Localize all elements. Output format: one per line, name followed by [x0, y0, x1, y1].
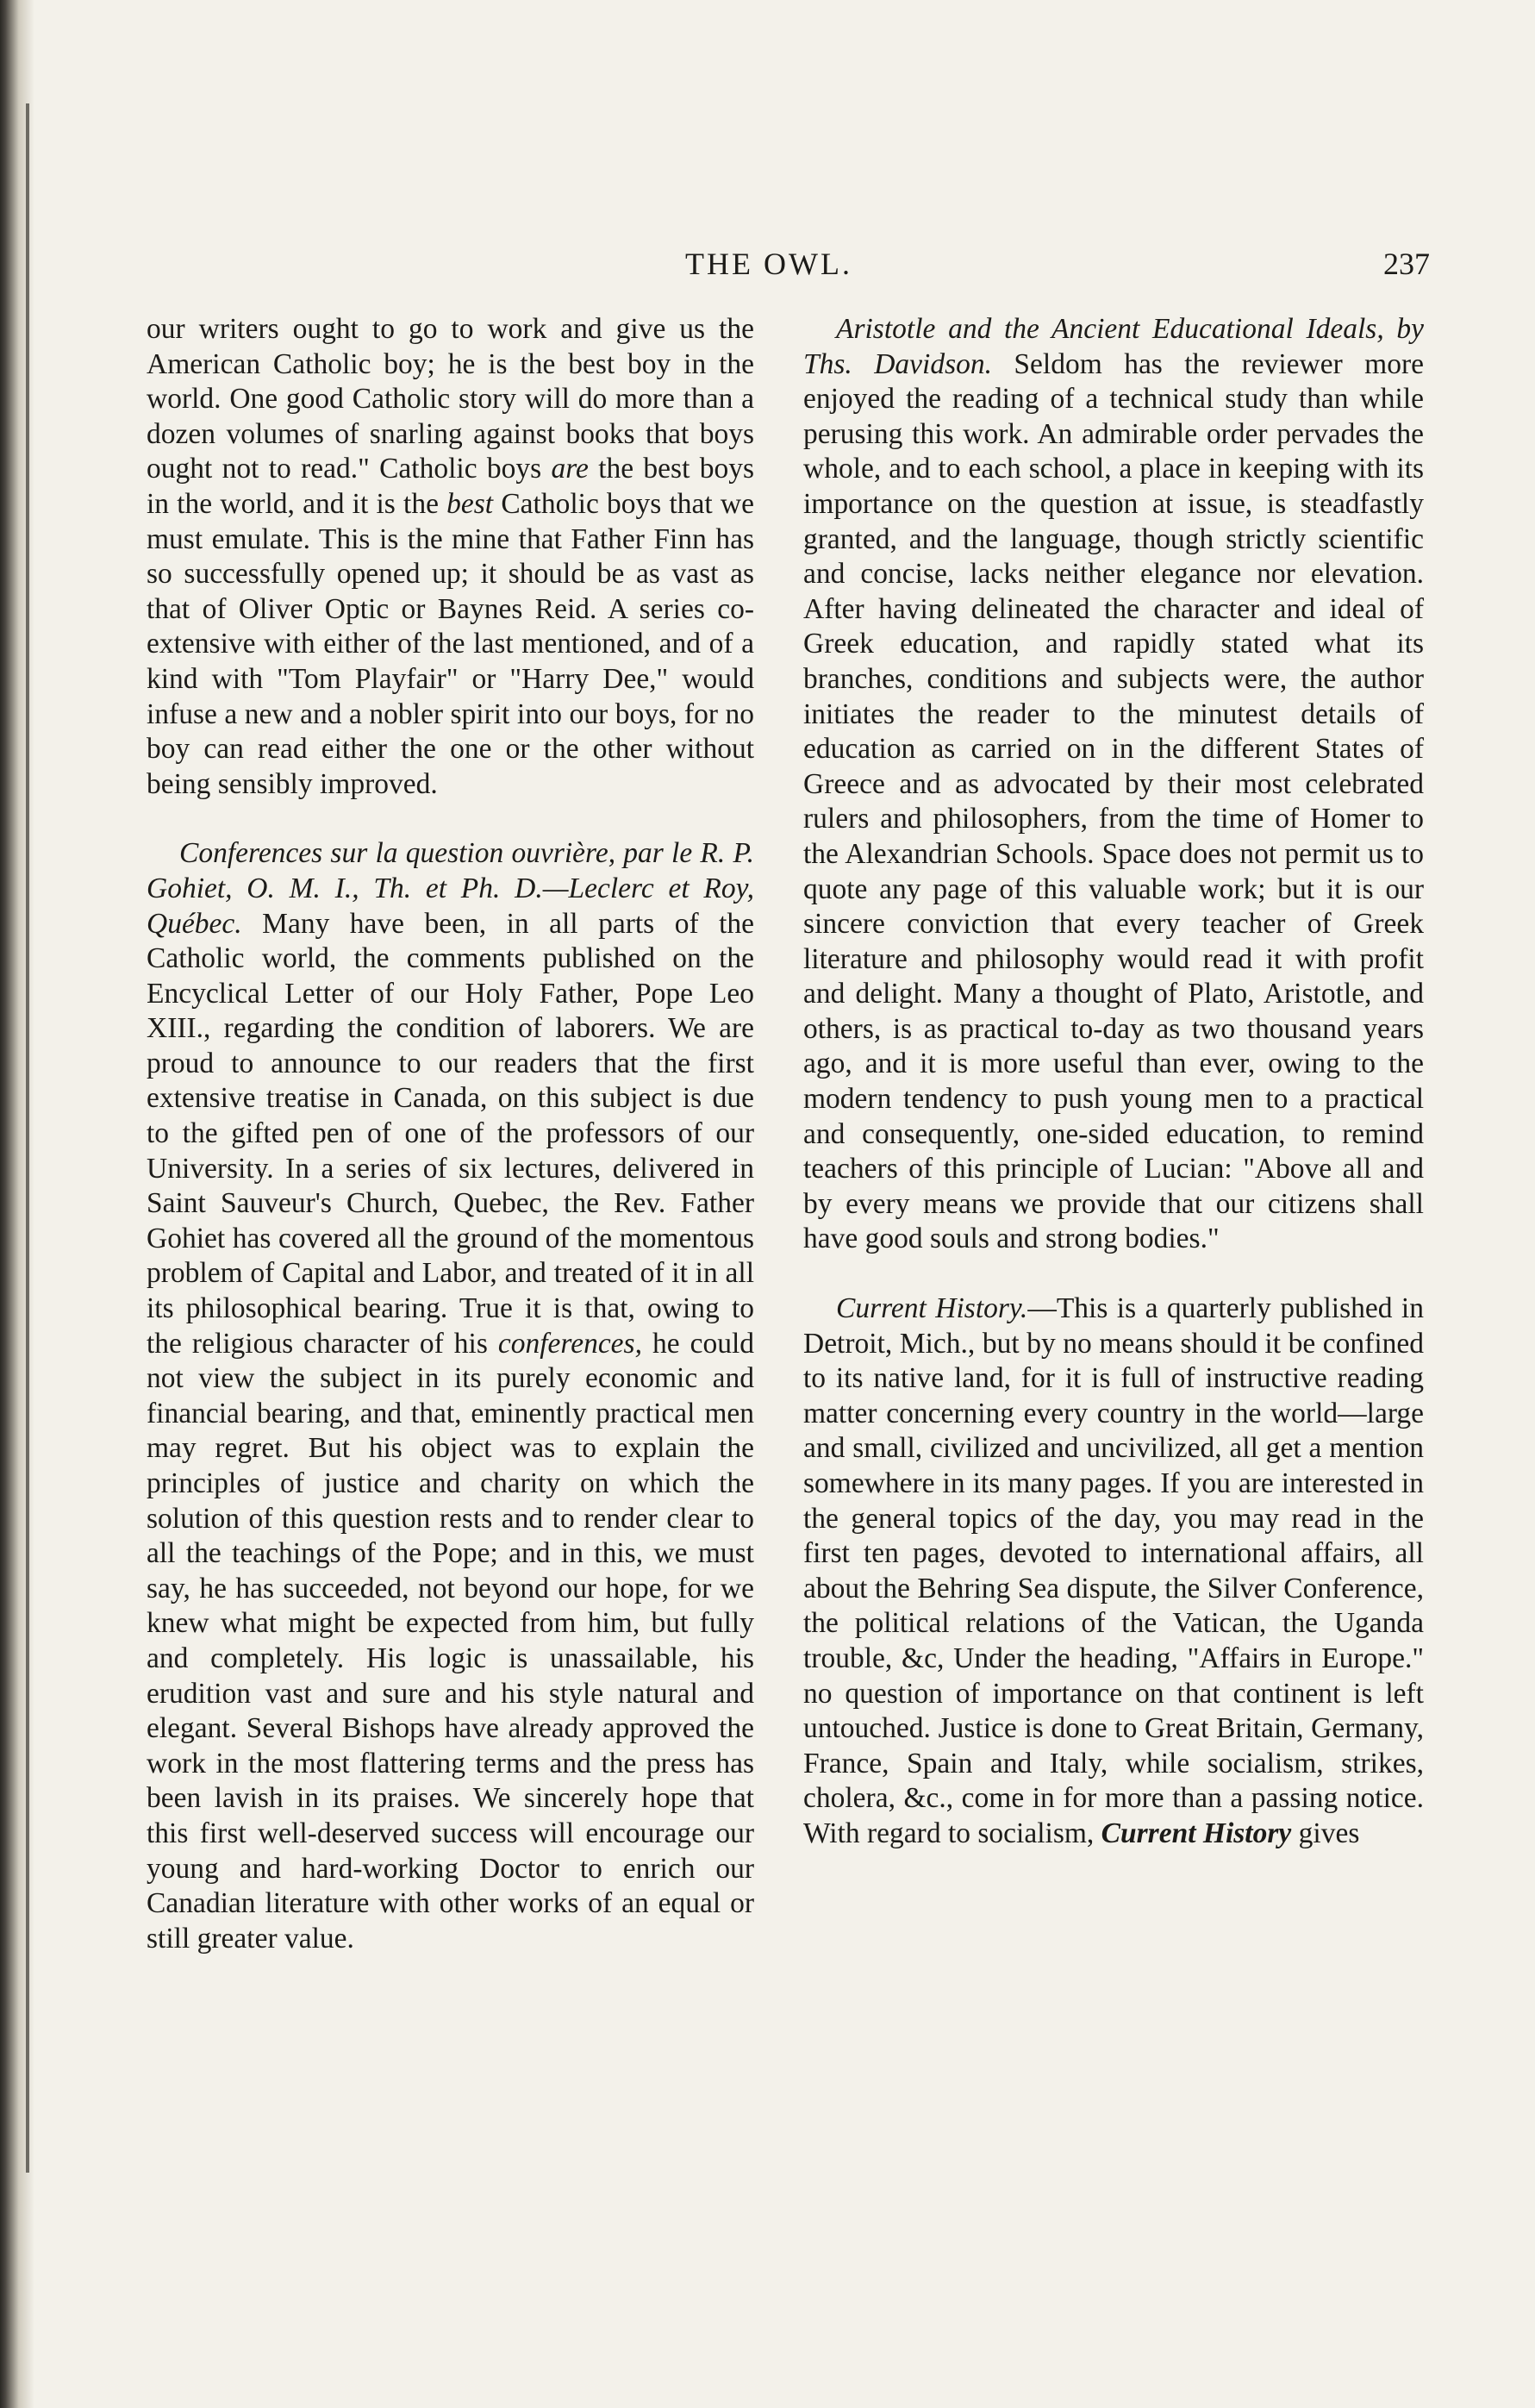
text-run: Many have been, in all parts of the Catholic world, the comments published on the Encyclical Letter of our Holy Father, Pope Leo XIII., regarding the condition of laborers. We are proud to announce to our readers that the first extensive treatise in Canada, on this subject is due to the gifted pen of one of the professors of our University. In a series of six lectures, delivered in Saint Sauveur's Church, Quebec, the Rev. Father Gohiet has covered all the ground of the momentous problem of Capital and Labor, and treated of it in all its philosophical bearing. True it is that, owing to the religious character of his — [147, 907, 754, 1360]
text-run: gives — [1291, 1817, 1360, 1849]
text-run: our writers ought to go to work and give us the American Catholic boy; he is the best boy in the world. One good Catholic story will do more than a dozen volumes of snarling against books that boys ought not to read." Catholic boys — [147, 313, 754, 485]
text-run: Seldom has the reviewer more enjoyed the reading of a technical study than while perusing this work. An admirable order pervades the whole, and to each school, a place in keeping with its importance on the question at issue, is steadfastly granted, and the language, though strictly scientific and concise, lacks neither elegance nor elevation. After having delineated the character and ideal of Greek education, and rapidly stated what its branches, conditions and subjects were, the author initiates the reader to the minutest details of education as carried on in the different States of Greece and as advocated by their most celebrated rulers and philosophers, from the time of Homer to the Alexandrian Schools. Space does not permit us to quote any page of this valuable work; but it is our sincere conviction that every teacher of Greek literature and philosophy would read it with profit and delight. Many a thought of Plato, Aristotle, and others, is as practical to-day as two thousand years ago, and it is more useful than ever, owing to the modern tendency to push young men to a practical and consequently, one-sided education, to remind teachers of this principle of Lucian: "Above all and by every means we provide that our citizens shall have good souls and strong bodies." — [803, 347, 1425, 1255]
right-column — [803, 312, 1424, 1852]
review-current-history — [803, 1292, 1424, 1852]
review-conferences — [147, 836, 754, 1956]
running-title: THE OWL. — [685, 247, 852, 281]
emphasis: are — [551, 453, 589, 485]
paragraph-catholic-boy — [147, 312, 754, 802]
text-run: the best boys in the world, and it is the — [147, 453, 754, 520]
review-title: Current History. — [836, 1292, 1028, 1325]
emphasis: conferences, — [497, 1327, 642, 1360]
text-run: he could not view the subject in its purely economic and financial bearing, and that, eminently practical men may regret. But his object was to explain the principles of justice and charity on which the solution of this question rests and to render clear to all the teachings of the Pope; and in this, we must say, he has succeeded, not beyond our hope, for we knew what might be expected from him, but fully and completely. His logic is unassailable, his erudition vast and sure and his style natural and elegant. Several Bishops have already approved the work in the most flattering terms and the press has been lavish in its praises. We sincerely hope that this first well-deserved success will encourage our young and hard-working Doctor to enrich our Canadian literature with other works of an equal or still greater value. — [147, 1327, 755, 1955]
emphasis: Current History — [1101, 1817, 1292, 1849]
review-title: Aristotle and the Ancient Educational Ideals, by Ths. Davidson. — [803, 313, 1424, 380]
text-run: —This is a quarterly published in Detroit, Mich., but by no means should it be confined to its native land, for it is full of instructive reading matter concerning every country in the world—large and small, civilized and uncivilized, all get a mention somewhere in its many pages. If you are interested in the general topics of the day, you may read in the first ten pages, devoted to international affairs, all about the Behring Sea dispute, the Silver Conference, the political relations of the Vatican, the Uganda trouble, &c, Under the heading, "Affairs in Europe." no question of importance on that continent is left untouched. Justice is done to Great Britain, Germany, France, Spain and Italy, while socialism, strikes, cholera, &c., come in for more than a passing notice. With regard to socialism, — [803, 1292, 1424, 1849]
left-column — [147, 312, 754, 1956]
text-run: Catholic boys that we must emulate. This is the mine that Father Finn has so successfully opened up; it should be as vast as that of Oliver Optic or Baynes Reid. A series co-extensive with either of the last mentioned, and of a kind with "Tom Playfair" or "Harry Dee," would infuse a new and a nobler spirit into our boys, for no boy can read either the one or the other without being sensibly improved. — [147, 487, 754, 800]
binding-edge — [26, 103, 29, 2173]
review-title: Conferences sur la question ouvrière, par le R. P. Gohiet, O. M. I., Th. et Ph. D.—Leclerc et Roy, Québec. — [147, 837, 754, 940]
running-header — [0, 246, 1535, 289]
page-edge-shadow — [0, 0, 34, 2408]
page-number: 237 — [1383, 247, 1430, 281]
emphasis: best — [446, 487, 494, 520]
review-aristotle — [803, 312, 1424, 1257]
